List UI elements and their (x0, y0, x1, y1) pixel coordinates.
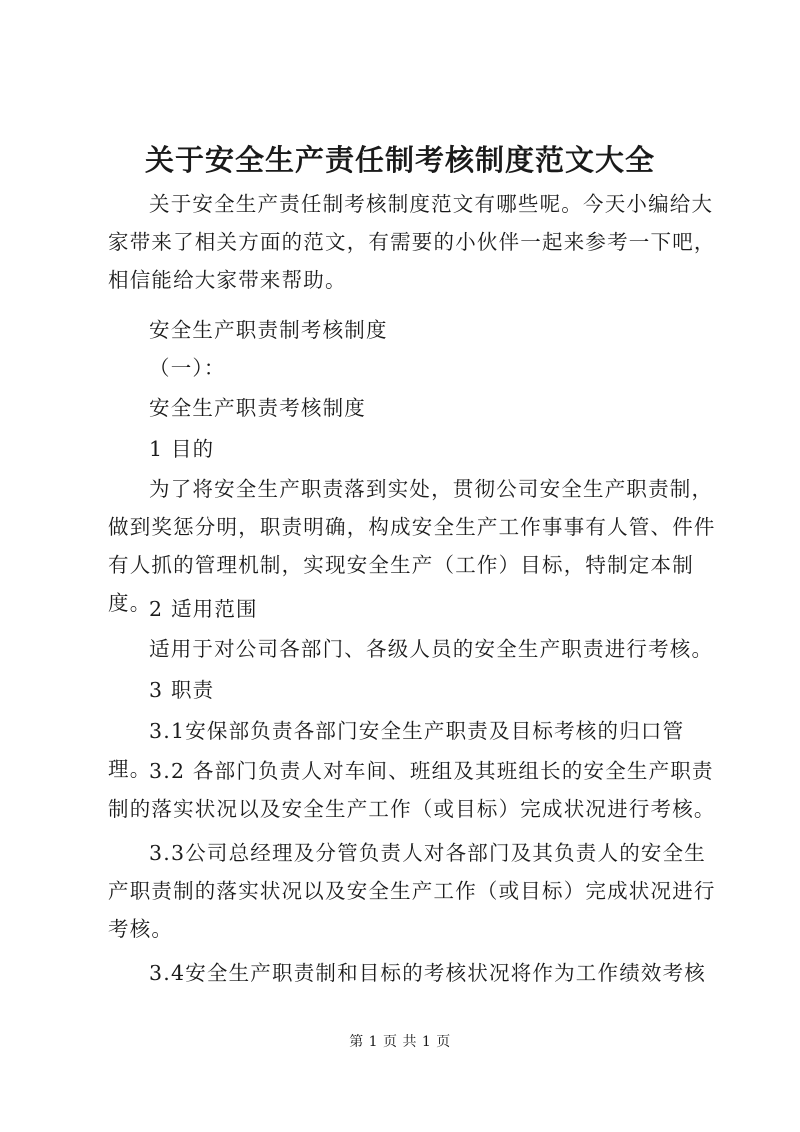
section-heading: 安全生产职责制考核制度 (149, 318, 388, 342)
document-title: 关于安全生产责任制考核制度范文大全 (144, 143, 655, 177)
duty-clause-3-2: 3.2 各部门负责人对车间、班组及其班组长的安全生产职责制的落实状况以及安全生产工作（或目标）完成状况进行考核。 (108, 759, 716, 821)
duty-clause-3-4: 3.4安全生产职责制和目标的考核状况将作为工作绩效考核 (149, 961, 707, 985)
duty-clause-3-3: 3.3公司总经理及分管负责人对各部门及其负责人的安全生产职责制的落实状况以及安全生产工作（或目标）完成状况进行考核。 (108, 841, 716, 941)
clause-heading-duties: 3 职责 (149, 678, 215, 702)
scope-paragraph: 适用于对公司各部门、各级人员的安全生产职责进行考核。 (149, 637, 714, 661)
purpose-paragraph: 为了将安全生产职责落到实处，贯彻公司安全生产职责制，做到奖惩分明，职责明确，构成安全生产工作事事有人管、件件有人抓的管理机制，实现安全生产（工作）目标，特制定本制度。 (108, 477, 716, 615)
subsection-heading: 安全生产职责考核制度 (149, 396, 366, 420)
clause-heading-scope: 2 适用范围 (149, 597, 258, 621)
clause-heading-purpose: 1 目的 (149, 437, 215, 461)
page-footer: 第 1 页 共 1 页 (349, 1034, 451, 1050)
intro-paragraph: 关于安全生产责任制考核制度范文有哪些呢。今天小编给大家带来了相关方面的范文，有需要的小伙伴一起来参考一下吧，相信能给大家带来帮助。 (108, 192, 716, 292)
section-number: （一）： (149, 356, 226, 380)
duty-clause-3-1: 3.1安保部负责各部门安全生产职责及目标考核的归口管理。 (108, 719, 685, 781)
